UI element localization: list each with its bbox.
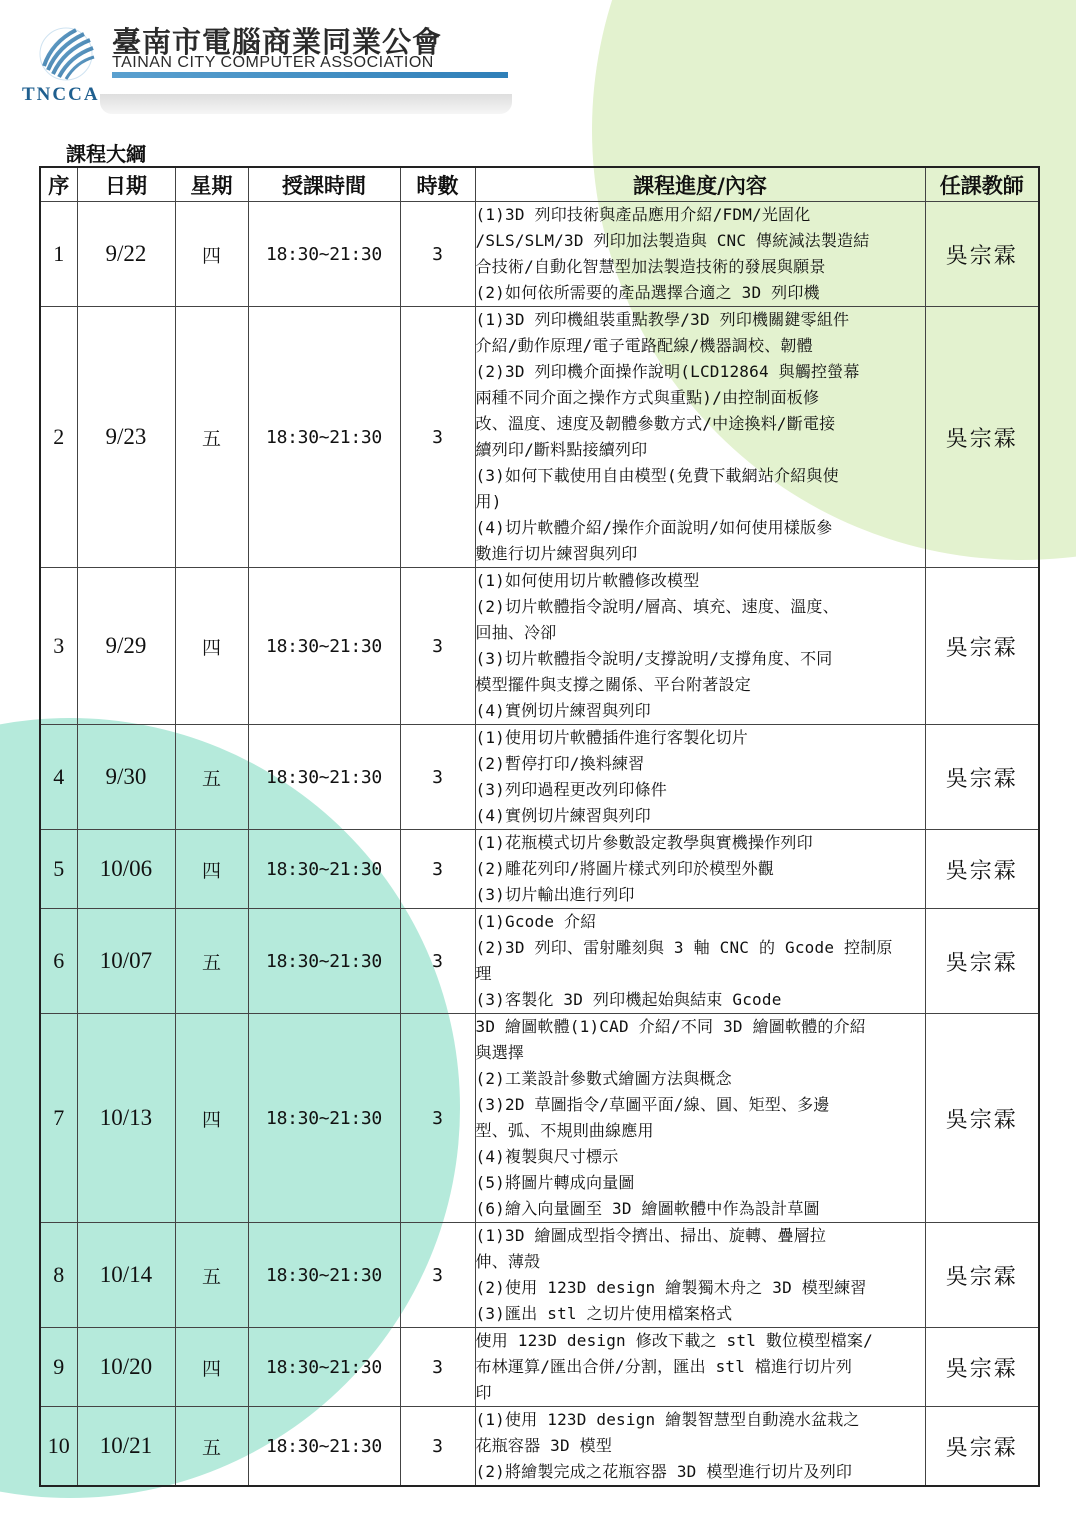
row-date: 9/23 xyxy=(77,307,175,568)
header-content: 課程進度/內容 xyxy=(475,167,925,202)
row-time: 18:30~21:30 xyxy=(248,830,400,909)
header-date: 日期 xyxy=(77,167,175,202)
table-row xyxy=(40,1223,1039,1328)
row-teacher: 吳宗霖 xyxy=(925,1014,1039,1223)
row-weekday: 五 xyxy=(175,725,248,830)
table-row xyxy=(40,830,1039,909)
content-line: 花瓶容器 3D 模型 xyxy=(475,1436,613,1455)
row-weekday: 四 xyxy=(175,1014,248,1223)
content-line: (3)切片軟體指令說明/支撐說明/支撐角度、不同 xyxy=(475,649,833,668)
row-weekday: 五 xyxy=(175,307,248,568)
header-accent-bar xyxy=(112,72,508,78)
row-teacher: 吳宗霖 xyxy=(925,1407,1039,1487)
row-hours: 3 xyxy=(400,202,475,307)
row-seq: 8 xyxy=(40,1223,77,1328)
table-row xyxy=(40,1328,1039,1407)
content-line: (4)切片軟體介紹/操作介面說明/如何使用樣版參 xyxy=(475,518,833,537)
table-row xyxy=(40,307,1039,568)
row-seq: 9 xyxy=(40,1328,77,1407)
content-line: (2)切片軟體指令說明/層高、填充、速度、溫度、 xyxy=(475,597,839,616)
content-line: 與選擇 xyxy=(475,1043,525,1062)
row-date: 10/06 xyxy=(77,830,175,909)
row-date: 10/07 xyxy=(77,909,175,1014)
row-content xyxy=(475,1328,925,1407)
row-content xyxy=(475,830,925,909)
row-seq: 3 xyxy=(40,568,77,725)
row-date: 10/21 xyxy=(77,1407,175,1487)
row-teacher: 吳宗霖 xyxy=(925,202,1039,307)
row-teacher: 吳宗霖 xyxy=(925,1223,1039,1328)
content-line: 回抽、冷卻 xyxy=(475,623,557,642)
content-line: (1)花瓶模式切片參數設定教學與實機操作列印 xyxy=(475,833,813,852)
content-line: 使用 123D design 修改下載之 stl 數位模型檔案/ xyxy=(475,1331,873,1350)
row-weekday: 四 xyxy=(175,202,248,307)
row-weekday: 五 xyxy=(175,1223,248,1328)
content-line: (6)繪入向量圖至 3D 繪圖軟體中作為設計草圖 xyxy=(475,1199,820,1218)
content-line: (1)Gcode 介紹 xyxy=(475,912,597,931)
row-seq: 10 xyxy=(40,1407,77,1487)
row-weekday: 四 xyxy=(175,830,248,909)
content-line: 數進行切片練習與列印 xyxy=(475,544,638,563)
row-hours: 3 xyxy=(400,725,475,830)
header-seq: 序 xyxy=(40,167,77,202)
row-date: 9/30 xyxy=(77,725,175,830)
course-schedule-table xyxy=(39,166,1040,1487)
row-seq: 7 xyxy=(40,1014,77,1223)
content-line: (5)將圖片轉成向量圖 xyxy=(475,1173,635,1192)
row-content xyxy=(475,1014,925,1223)
logo-text: TNCCA xyxy=(22,84,100,105)
row-teacher: 吳宗霖 xyxy=(925,1328,1039,1407)
content-line: (2)雕花列印/將圖片樣式列印於模型外觀 xyxy=(475,859,775,878)
row-content xyxy=(475,909,925,1014)
content-line: 合技術/自動化智慧型加法製造技術的發展與願景 xyxy=(475,257,826,276)
content-line: (3)匯出 stl 之切片使用檔案格式 xyxy=(475,1304,733,1323)
row-seq: 2 xyxy=(40,307,77,568)
content-line: (2)如何依所需要的產品選擇合適之 3D 列印機 xyxy=(475,283,820,302)
row-hours: 3 xyxy=(400,1407,475,1487)
row-time: 18:30~21:30 xyxy=(248,1328,400,1407)
content-line: 3D 繪圖軟體(1)CAD 介紹/不同 3D 繪圖軟體的介紹 xyxy=(475,1017,866,1036)
content-line: 模型擺件與支撐之關係、平台附著設定 xyxy=(475,675,751,694)
content-line: (1)如何使用切片軟體修改模型 xyxy=(475,571,700,590)
content-line: 用) xyxy=(475,492,502,511)
row-teacher: 吳宗霖 xyxy=(925,568,1039,725)
header-time: 授課時間 xyxy=(248,167,400,202)
row-content xyxy=(475,1407,925,1487)
content-line: (2)工業設計參數式繪圖方法與概念 xyxy=(475,1069,732,1088)
content-line: (3)列印過程更改列印條件 xyxy=(475,780,667,799)
row-content xyxy=(475,568,925,725)
row-time: 18:30~21:30 xyxy=(248,725,400,830)
table-row xyxy=(40,909,1039,1014)
row-date: 9/29 xyxy=(77,568,175,725)
content-line: (2)使用 123D design 繪製獨木舟之 3D 模型練習 xyxy=(475,1278,867,1297)
row-hours: 3 xyxy=(400,1328,475,1407)
content-line: 布林運算/匯出合併/分割，匯出 stl 檔進行切片列 xyxy=(475,1357,853,1376)
row-hours: 3 xyxy=(400,909,475,1014)
content-line: (3)客製化 3D 列印機起始與結束 Gcode xyxy=(475,990,782,1009)
row-content xyxy=(475,1223,925,1328)
content-line: 印 xyxy=(475,1383,492,1402)
organization-name-english: TAINAN CITY COMPUTER ASSOCIATION xyxy=(112,54,434,71)
row-seq: 4 xyxy=(40,725,77,830)
content-line: /SLS/SLM/3D 列印加法製造與 CNC 傳統減法製造結 xyxy=(475,231,870,250)
table-row xyxy=(40,725,1039,830)
content-line: 伸、薄殼 xyxy=(475,1252,541,1271)
table-row xyxy=(40,202,1039,307)
content-line: (2)3D 列印、雷射雕刻與 3 軸 CNC 的 Gcode 控制原 xyxy=(475,938,893,957)
content-line: (1)3D 列印技術與產品應用介紹/FDM/光固化 xyxy=(475,205,811,224)
content-line: (1)使用 123D design 繪製智慧型自動澆水盆栽之 xyxy=(475,1410,860,1429)
table-row xyxy=(40,1014,1039,1223)
header-weekday: 星期 xyxy=(175,167,248,202)
organization-name-chinese: 臺南市電腦商業同業公會 xyxy=(112,25,443,59)
header-hours: 時數 xyxy=(400,167,475,202)
row-content xyxy=(475,307,925,568)
content-line: 介紹/動作原理/電子電路配線/機器調校、韌體 xyxy=(475,336,813,355)
content-line: 兩種不同介面之操作方式與重點)/由控制面板修 xyxy=(475,388,820,407)
row-hours: 3 xyxy=(400,568,475,725)
table-row xyxy=(40,1407,1039,1487)
row-date: 10/20 xyxy=(77,1328,175,1407)
row-teacher: 吳宗霖 xyxy=(925,909,1039,1014)
row-hours: 3 xyxy=(400,1014,475,1223)
content-line: (4)複製與尺寸標示 xyxy=(475,1147,619,1166)
content-line: 型、弧、不規則曲線應用 xyxy=(475,1121,654,1140)
header-teacher: 任課教師 xyxy=(925,167,1039,202)
content-line: (3)切片輸出進行列印 xyxy=(475,885,635,904)
content-line: (3)2D 草圖指令/草圖平面/線、圓、矩型、多邊 xyxy=(475,1095,830,1114)
row-content xyxy=(475,202,925,307)
content-line: 改、溫度、速度及韌體參數方式/中途換料/斷電接 xyxy=(475,414,836,433)
content-line: (2)將繪製完成之花瓶容器 3D 模型進行切片及列印 xyxy=(475,1462,853,1481)
row-teacher: 吳宗霖 xyxy=(925,725,1039,830)
row-seq: 5 xyxy=(40,830,77,909)
row-weekday: 四 xyxy=(175,568,248,725)
content-line: (2)3D 列印機介面操作說明(LCD12864 與觸控螢幕 xyxy=(475,362,860,381)
row-time: 18:30~21:30 xyxy=(248,202,400,307)
row-content xyxy=(475,725,925,830)
content-line: (1)3D 繪圖成型指令擠出、掃出、旋轉、疊層拉 xyxy=(475,1226,827,1245)
row-time: 18:30~21:30 xyxy=(248,1223,400,1328)
letterhead xyxy=(16,14,516,114)
globe-logo-icon xyxy=(30,22,102,86)
row-time: 18:30~21:30 xyxy=(248,1407,400,1487)
row-time: 18:30~21:30 xyxy=(248,307,400,568)
content-line: (4)實例切片練習與列印 xyxy=(475,701,651,720)
table-row xyxy=(40,568,1039,725)
table-header-row xyxy=(40,167,1039,202)
row-time: 18:30~21:30 xyxy=(248,909,400,1014)
content-line: 理 xyxy=(475,964,492,983)
content-line: (1)3D 列印機組裝重點教學/3D 列印機關鍵零組件 xyxy=(475,310,850,329)
content-line: (4)實例切片練習與列印 xyxy=(475,806,651,825)
content-line: (2)暫停打印/換料練習 xyxy=(475,754,645,773)
row-teacher: 吳宗霖 xyxy=(925,830,1039,909)
section-title: 課程大綱 xyxy=(66,142,146,166)
row-time: 18:30~21:30 xyxy=(248,568,400,725)
content-line: 續列印/斷料點接續列印 xyxy=(475,440,648,459)
row-hours: 3 xyxy=(400,307,475,568)
row-weekday: 四 xyxy=(175,1328,248,1407)
row-date: 9/22 xyxy=(77,202,175,307)
row-teacher: 吳宗霖 xyxy=(925,307,1039,568)
row-seq: 6 xyxy=(40,909,77,1014)
row-time: 18:30~21:30 xyxy=(248,1014,400,1223)
row-hours: 3 xyxy=(400,830,475,909)
row-seq: 1 xyxy=(40,202,77,307)
header-shadow-bar xyxy=(100,94,512,114)
row-hours: 3 xyxy=(400,1223,475,1328)
row-weekday: 五 xyxy=(175,909,248,1014)
row-date: 10/13 xyxy=(77,1014,175,1223)
content-line: (3)如何下載使用自由模型(免費下載網站介紹與使 xyxy=(475,466,839,485)
row-date: 10/14 xyxy=(77,1223,175,1328)
content-line: (1)使用切片軟體插件進行客製化切片 xyxy=(475,728,748,747)
row-weekday: 五 xyxy=(175,1407,248,1487)
